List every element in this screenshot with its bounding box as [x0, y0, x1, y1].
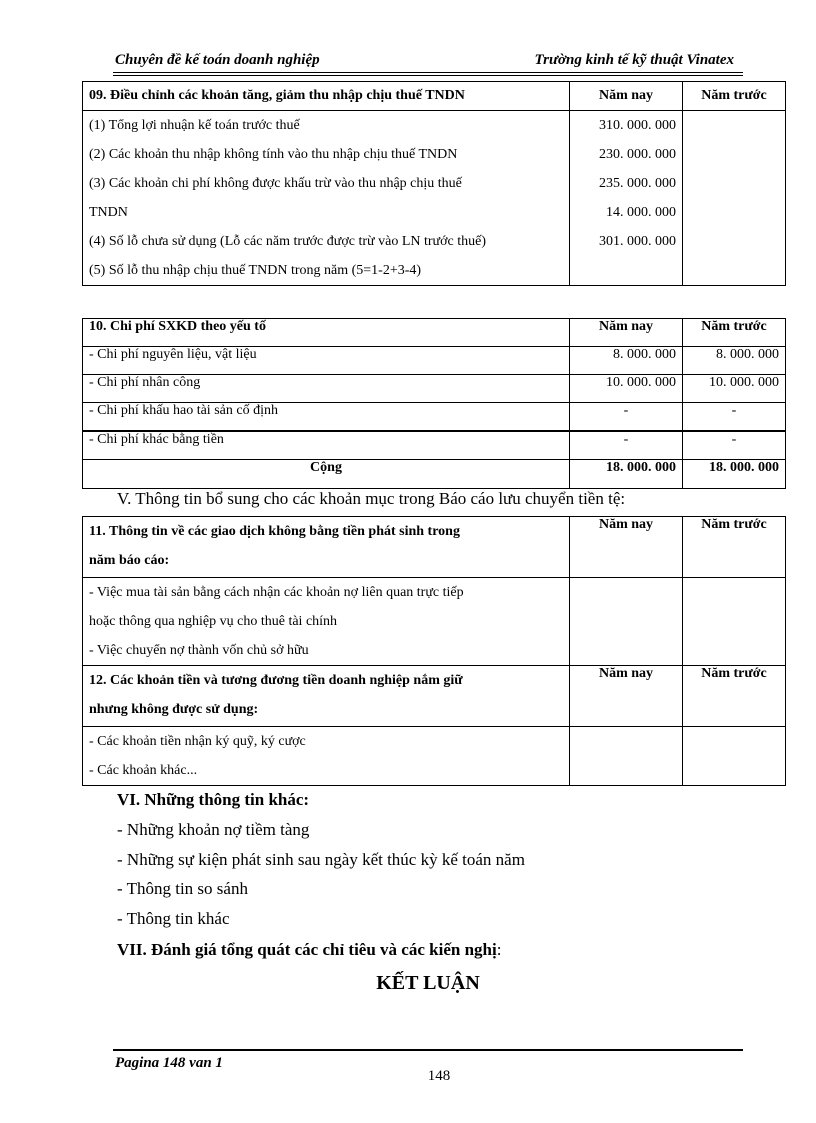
- row-label: - Chi phí nhân công: [83, 375, 570, 403]
- table-row-total: [83, 460, 786, 489]
- section-7-heading-colon: :: [496, 940, 502, 959]
- table-row: [83, 319, 786, 347]
- table12-col-current: Năm nay: [570, 666, 683, 727]
- list-item: - Việc mua tài sản bằng cách nhận các khoản nợ liên quan trực tiếp: [89, 585, 464, 600]
- total-previous: 18. 000. 000: [683, 460, 786, 489]
- row-current: 8. 000. 000: [570, 347, 683, 375]
- table-row: [83, 403, 786, 432]
- table09-lines: [83, 111, 570, 286]
- list-item: - Việc chuyển nợ thành vốn chủ sở hữu: [89, 643, 309, 658]
- list-item: hoặc thông qua nghiệp vụ cho thuê tài chính: [89, 614, 338, 629]
- list-item: (1) Tổng lợi nhuận kế toán trước thuế: [89, 118, 300, 133]
- row-label: - Chi phí khấu hao tài sản cố định: [83, 403, 570, 432]
- section-6-heading: VI. Những thông tin khác:: [117, 790, 310, 809]
- table-row: [83, 578, 786, 666]
- section-5-heading: V. Thông tin bổ sung cho các khoản mục trong Báo cáo lưu chuyển tiền tệ:: [117, 489, 626, 508]
- value-cell: 301. 000. 000: [599, 234, 676, 249]
- value-cell: 230. 000. 000: [599, 147, 676, 162]
- list-item: - Những sự kiện phát sinh sau ngày kết thúc kỳ kế toán năm: [117, 850, 525, 869]
- table-row: [83, 111, 786, 286]
- total-label: Cộng: [83, 460, 570, 489]
- value-cell: 235. 000. 000: [599, 176, 676, 191]
- row-previous: -: [683, 431, 786, 460]
- table-row: [83, 375, 786, 403]
- conclusion-title: KẾT LUẬN: [376, 972, 480, 994]
- table-row: [83, 666, 786, 727]
- row-current: -: [570, 403, 683, 432]
- table-row: [83, 727, 786, 786]
- footer-rule: [113, 1049, 743, 1051]
- row-previous: -: [683, 403, 786, 432]
- header-left-title: Chuyên đề kế toán doanh nghiệp: [115, 52, 320, 68]
- table09-title: 09. Điều chỉnh các khoản tăng, giảm thu nhập chịu thuế TNDN: [83, 82, 570, 111]
- header-rule: [113, 72, 743, 73]
- table-row: [83, 347, 786, 375]
- header-right-title: Trường kinh tế kỹ thuật Vinatex: [534, 52, 734, 68]
- table-09-tax-adjustments: [82, 81, 786, 286]
- table12-values-current: [570, 727, 683, 786]
- row-label: - Chi phí khác bằng tiền: [83, 431, 570, 460]
- page-number: 148: [427, 1068, 451, 1084]
- section-7-heading-text: VII. Đánh giá tổng quát các chỉ tiêu và các kiến nghị: [117, 940, 497, 959]
- table-row: [83, 517, 786, 578]
- table09-col-previous: Năm trước: [683, 82, 786, 111]
- table09-values-previous: [683, 111, 786, 286]
- table10-title: 10. Chi phí SXKD theo yếu tố: [83, 319, 570, 347]
- table10-col-previous: Năm trước: [683, 319, 786, 347]
- table10-col-current: Năm nay: [570, 319, 683, 347]
- list-item: (4) Số lỗ chưa sử dụng (Lỗ các năm trước được trừ vào LN trước thuế): [89, 234, 487, 249]
- row-previous: 10. 000. 000: [683, 375, 786, 403]
- table11-title: [83, 517, 570, 578]
- table-11-12-cashflow-info: [82, 516, 786, 786]
- list-item: - Thông tin so sánh: [117, 879, 248, 898]
- table11-values-previous: [683, 578, 786, 666]
- table-10-production-costs: [82, 318, 786, 489]
- list-item: TNDN: [89, 205, 128, 220]
- table-row: [83, 431, 786, 460]
- table11-col-previous: Năm trước: [683, 517, 786, 578]
- list-item: - Thông tin khác: [117, 909, 230, 928]
- total-current: 18. 000. 000: [570, 460, 683, 489]
- table11-title-line2: năm báo cáo:: [89, 553, 170, 568]
- header-rule-double: [113, 75, 743, 76]
- table12-lines: [83, 727, 570, 786]
- value-cell: 310. 000. 000: [599, 118, 676, 133]
- list-item: - Những khoản nợ tiềm tàng: [117, 820, 310, 839]
- list-item: - Các khoản khác...: [89, 763, 198, 778]
- section-7-heading: [117, 940, 501, 960]
- table12-values-previous: [683, 727, 786, 786]
- list-item: (3) Các khoản chi phí không được khấu trừ vào thu nhập chịu thuế: [89, 176, 462, 191]
- table09-values-current: [570, 111, 683, 286]
- footer-left: Pagina 148 van 1: [115, 1055, 223, 1071]
- table12-col-previous: Năm trước: [683, 666, 786, 727]
- row-previous: 8. 000. 000: [683, 347, 786, 375]
- list-item: - Các khoản tiền nhận ký quỹ, ký cược: [89, 734, 306, 749]
- table-row: [83, 82, 786, 111]
- list-item: (5) Số lỗ thu nhập chịu thuế TNDN trong năm (5=1-2+3-4): [89, 263, 422, 278]
- table12-title-line1: 12. Các khoản tiền và tương đương tiền doanh nghiệp nắm giữ: [89, 673, 463, 688]
- value-cell: [576, 256, 676, 285]
- row-current: -: [570, 431, 683, 460]
- row-current: 10. 000. 000: [570, 375, 683, 403]
- table11-title-line1: 11. Thông tin về các giao dịch không bằng tiền phát sinh trong: [89, 524, 460, 539]
- row-label: - Chi phí nguyên liệu, vật liệu: [83, 347, 570, 375]
- table12-title-line2: nhưng không được sử dụng:: [89, 702, 259, 717]
- table12-title: [83, 666, 570, 727]
- table11-lines: [83, 578, 570, 666]
- table09-col-current: Năm nay: [570, 82, 683, 111]
- value-cell: 14. 000. 000: [606, 205, 676, 220]
- table11-values-current: [570, 578, 683, 666]
- table11-col-current: Năm nay: [570, 517, 683, 578]
- list-item: (2) Các khoản thu nhập không tính vào thu nhập chịu thuế TNDN: [89, 147, 458, 162]
